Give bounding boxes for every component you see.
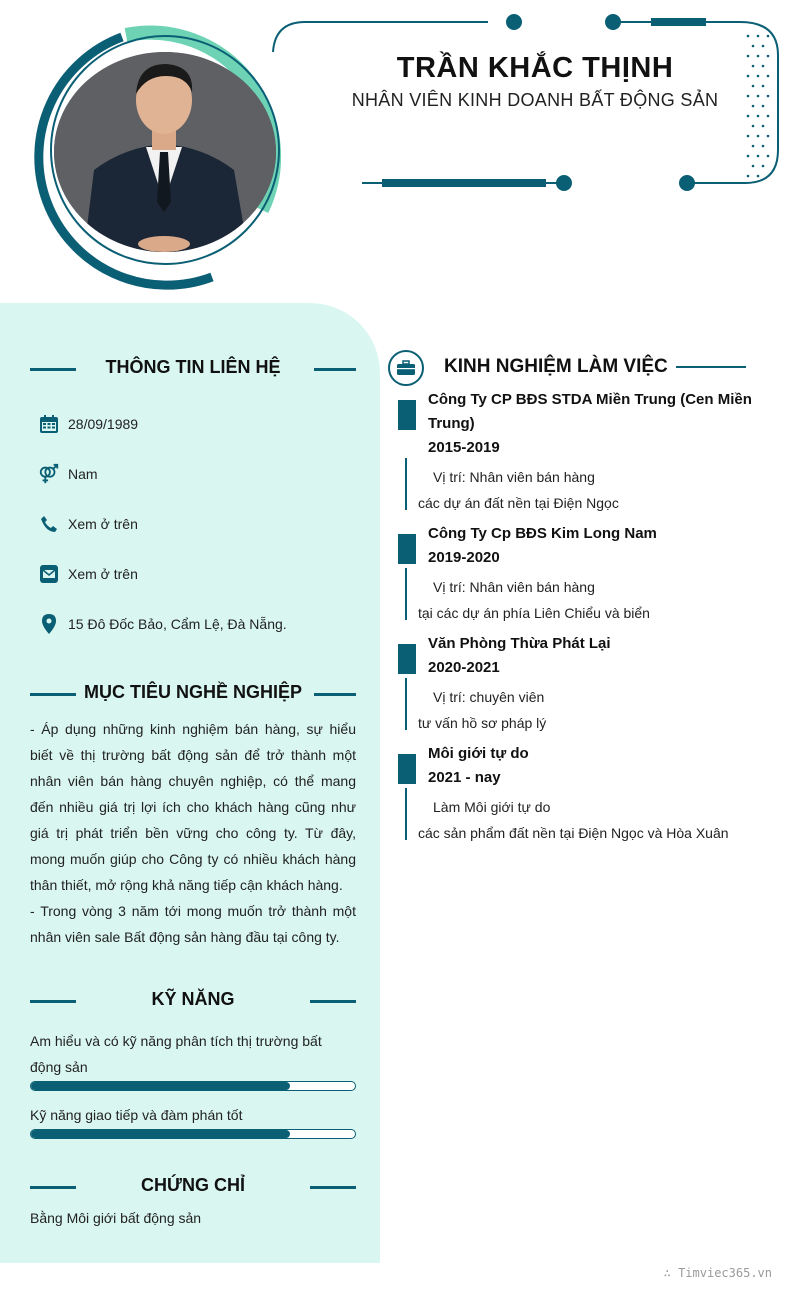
experience-item (398, 742, 768, 846)
experience-marker (398, 644, 416, 674)
certificates-section-heading: CHỨNG CHỈ (30, 1175, 356, 1199)
experience-company: Môi giới tự do (428, 745, 529, 762)
experience-description: tại các dự án phía Liên Chiểu và biển (418, 605, 650, 621)
experience-item (398, 522, 768, 626)
experience-position: Vị trí: Nhân viên bán hàng (433, 579, 595, 595)
contact-gender: Nam (38, 463, 98, 485)
candidate-job-title: NHÂN VIÊN KINH DOANH BẤT ĐỘNG SẢN (351, 90, 719, 110)
skill-level-bar (30, 1081, 356, 1091)
avatar (54, 52, 276, 252)
experience-period: 2020-2021 (428, 659, 500, 676)
calendar-icon (38, 413, 60, 435)
experience-company: Văn Phòng Thừa Phát Lại (428, 635, 611, 652)
skill-level-fill (31, 1082, 290, 1090)
briefcase-icon (388, 350, 424, 386)
skill-name: Am hiểu và có kỹ năng phân tích thị trường bất động sản (30, 1033, 322, 1075)
certificate-item: Bằng Môi giới bất động sản (30, 1210, 202, 1226)
gender-icon (38, 463, 60, 485)
contact-birthdate: 28/09/1989 (38, 413, 138, 435)
contact-email: Xem ở trên (38, 563, 138, 585)
objective-paragraph: - Áp dụng những kinh nghiệm bán hàng, sự hiểu biết về thị trường bất động sản để trở thành một nhân viên bán hàng chuyên nghiệp, có thể mang đến nhiều giá trị lợi ích cho khách hàng cũng như giá trị phát triển bền vững cho công ty. Từ đây, mong muốn giúp cho Công ty có nhiều khách hàng thân thiết, mở rộng khả năng tiếp cận khách hàng. (30, 721, 356, 893)
contact-section-heading: THÔNG TIN LIÊN HỆ (30, 357, 356, 381)
watermark: ∴ Timviec365.vn (663, 1266, 772, 1280)
experience-item (398, 388, 768, 516)
skill-level-bar (30, 1129, 356, 1139)
experience-section-heading: KINH NGHIỆM LÀM VIỆC (388, 348, 760, 388)
objective-text (30, 716, 356, 950)
skill-level-fill (31, 1130, 290, 1138)
contact-address: 15 Đô Đốc Bảo, Cẩm Lệ, Đà Nẵng. (38, 613, 287, 635)
experience-period: 2019-2020 (428, 549, 500, 566)
experience-marker (398, 754, 416, 784)
skill-name: Kỹ năng giao tiếp và đàm phán tốt (30, 1107, 243, 1123)
experience-position: Vị trí: Nhân viên bán hàng (433, 469, 595, 485)
experience-company: Công Ty Cp BĐS Kim Long Nam (428, 525, 657, 542)
phone-icon (38, 513, 60, 535)
experience-item (398, 632, 768, 736)
experience-description: tư vấn hồ sơ pháp lý (418, 715, 547, 731)
email-icon (38, 563, 60, 585)
experience-company: Công Ty CP BĐS STDA Miền Trung (Cen Miền Trung) (428, 391, 752, 432)
skills-section-heading: KỸ NĂNG (30, 989, 356, 1013)
experience-marker (398, 534, 416, 564)
experience-position: Làm Môi giới tự do (433, 799, 551, 815)
experience-description: các dự án đất nền tại Điện Ngọc (418, 495, 619, 511)
experience-period: 2021 - nay (428, 769, 501, 786)
experience-position: Vị trí: chuyên viên (433, 689, 545, 705)
experience-description: các sản phẩm đất nền tại Điện Ngọc và Hòa Xuân (418, 825, 729, 841)
objective-section-heading: MỤC TIÊU NGHỀ NGHIỆP (30, 682, 356, 706)
experience-marker (398, 400, 416, 430)
objective-paragraph: - Trong vòng 3 năm tới mong muốn trở thành một nhân viên sale Bất động sản hàng đầu tại công ty. (30, 903, 356, 945)
avatar-frame (0, 0, 300, 300)
contact-phone: Xem ở trên (38, 513, 138, 535)
location-pin-icon (38, 613, 60, 635)
candidate-name: TRẦN KHẮC THỊNH (396, 52, 674, 84)
experience-period: 2015-2019 (428, 439, 500, 456)
